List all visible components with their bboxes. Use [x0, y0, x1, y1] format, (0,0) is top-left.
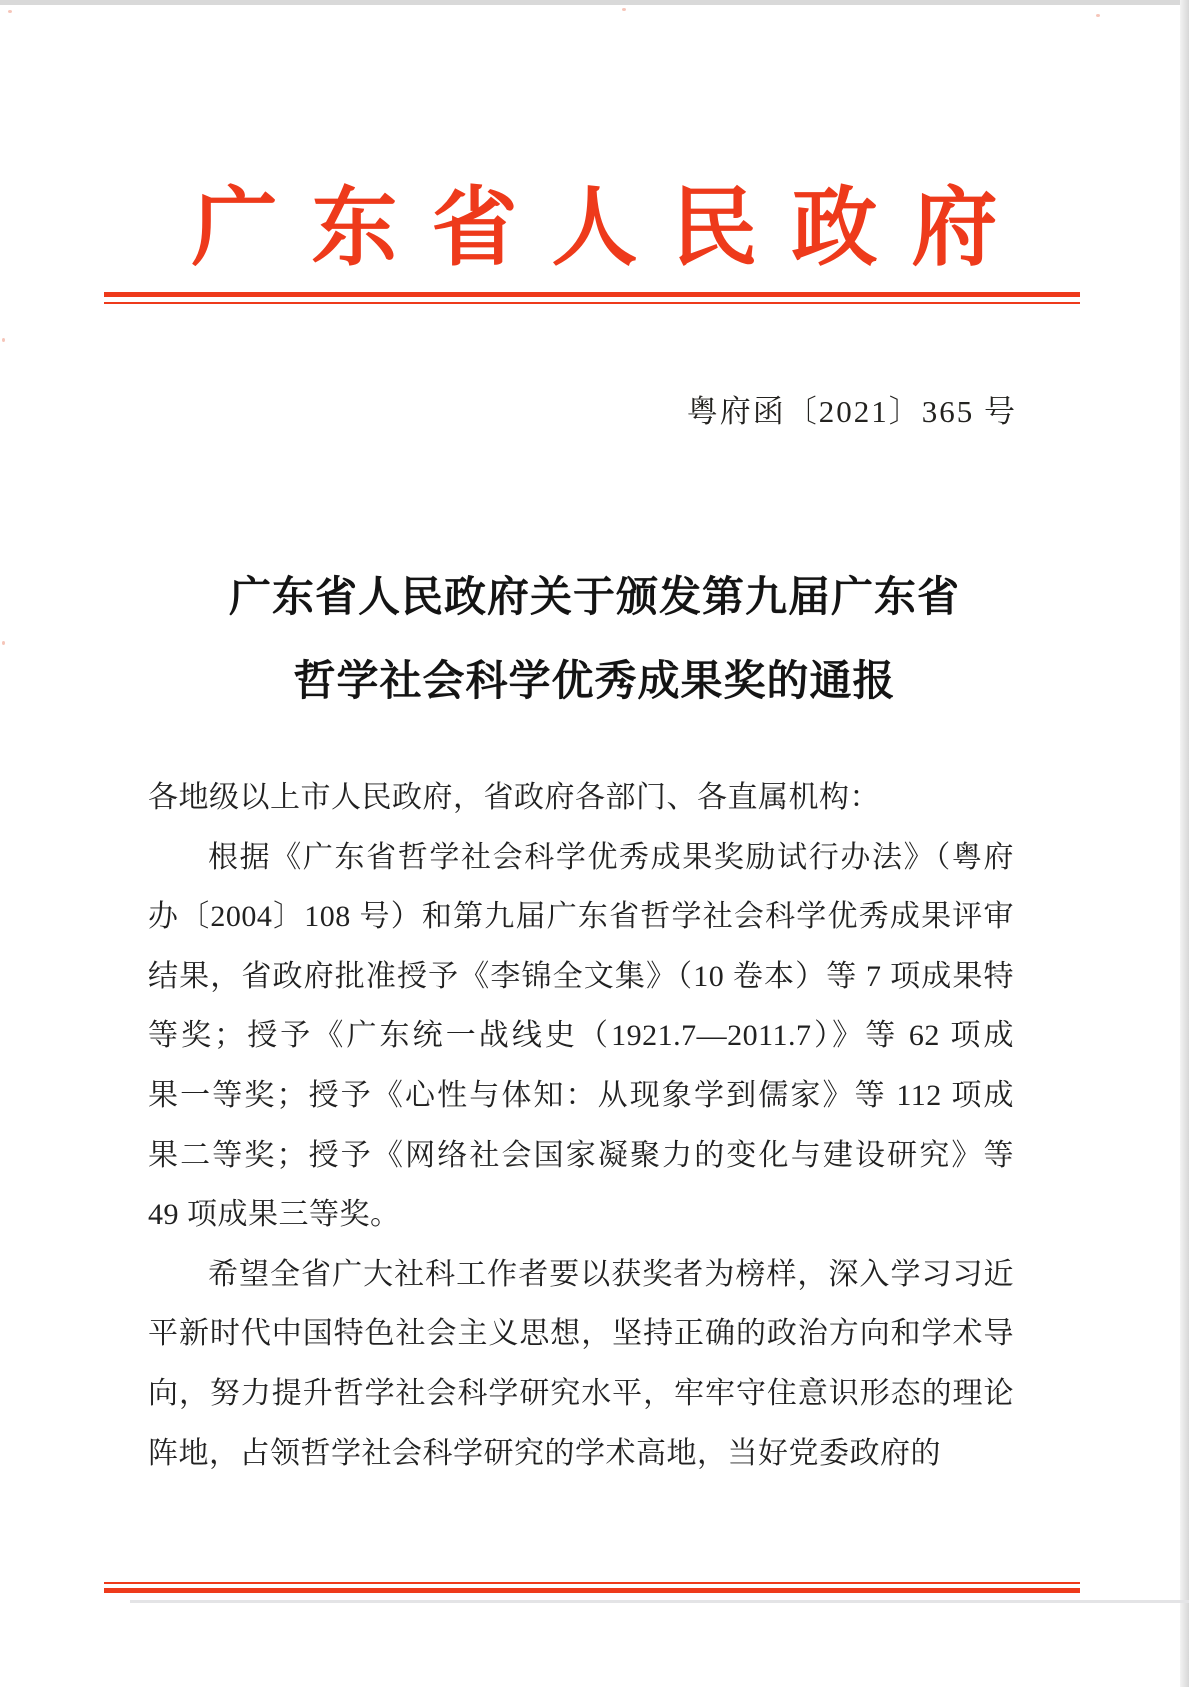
footer-rule-thin — [104, 1582, 1080, 1584]
body-line: 办〔2004〕108 号）和第九届广东省哲学社会科学优秀成果评审 — [148, 900, 1014, 934]
scan-speck — [622, 8, 626, 11]
scan-edge-bottom — [130, 1600, 1189, 1603]
document-number: 粤府函〔2021〕365 号 — [686, 394, 1017, 429]
footer-rule-thick — [104, 1588, 1080, 1593]
scan-edge-top — [0, 0, 1189, 5]
body-line: 果一等奖；授予《心性与体知：从现象学到儒家》等 112 项成 — [148, 1078, 1014, 1112]
body-line: 果二等奖；授予《网络社会国家凝聚力的变化与建设研究》等 — [148, 1138, 1014, 1172]
body-line: 49 项成果三等奖。 — [148, 1198, 401, 1232]
document-title — [0, 556, 1189, 724]
scan-speck — [2, 338, 5, 342]
body-line: 根据《广东省哲学社会科学优秀成果奖励试行办法》（粤府 — [208, 840, 1014, 874]
body-line: 结果，省政府批准授予《李锦全文集》（10 卷本）等 7 项成果特 — [148, 959, 1014, 993]
document-title-line2: 哲学社会科学优秀成果奖的通报 — [293, 659, 896, 705]
letterhead-rule-thick — [104, 292, 1080, 297]
body-line: 阵地，占领哲学社会科学研究的学术高地，当好党委政府的 — [148, 1436, 941, 1470]
letterhead-org-name: 广东省人民政府 — [191, 180, 1032, 276]
body-line: 平新时代中国特色社会主义思想，坚持正确的政治方向和学术导 — [148, 1317, 1014, 1351]
document-title-line1: 广东省人民政府关于颁发第九届广东省 — [228, 575, 960, 621]
document-body — [148, 768, 1014, 1483]
body-line: 等奖；授予《广东统一战线史（1921.7—2011.7）》等 62 项成 — [148, 1019, 1014, 1053]
letterhead-rule-thin — [104, 302, 1080, 304]
body-line: 希望全省广大社科工作者要以获奖者为榜样，深入学习习近 — [208, 1257, 1014, 1291]
body-line: 向，努力提升哲学社会科学研究水平，牢牢守住意识形态的理论 — [148, 1376, 1014, 1410]
scan-speck — [8, 10, 12, 13]
scan-speck — [1096, 14, 1100, 17]
body-line-salutation: 各地级以上市人民政府，省政府各部门、各直属机构： — [148, 781, 880, 814]
